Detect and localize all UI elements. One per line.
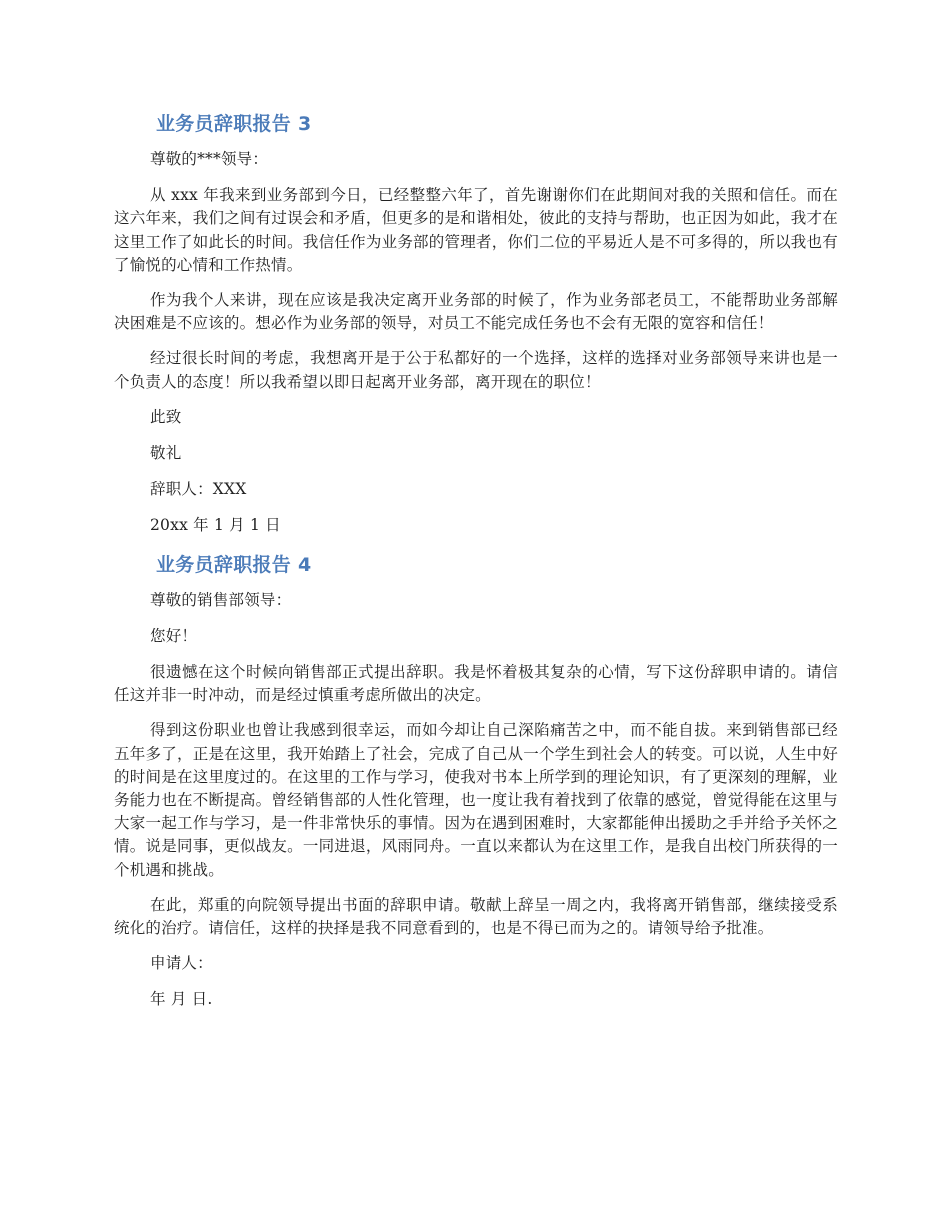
document-content [114, 110, 838, 1025]
body-paragraph: 经过很长时间的考虑，我想离开是于公于私都好的一个选择，这样的选择对业务部领导来讲也是一个负责人的态度！所以我希望以即日起离开业务部，离开现在的职位！ [114, 349, 838, 391]
body-paragraph: 得到这份职业也曾让我感到很幸运，而如今却让自己深陷痛苦之中，而不能自拔。来到销售部已经五年多了，正是在这里，我开始踏上了社会，完成了自己从一个学生到社会人的转变。可以说，人生中好的时间是在这里度过的。在这里的工作与学习，使我对书本上所学到的理论知识，有了更深刻的理解，业务能力也在不断提高。曾经销售部的人性化管理，也一度让我有着找到了依靠的感觉，曾觉得能在这里与大家一起工作与学习，是一件非常快乐的事情。因为在遇到困难时，大家都能伸出援助之手并给予关怀之情。说是同事，更似战友。一同进退，风雨同舟。一直以来都认为在这里工作，是我自出校门所获得的一个机遇和挑战。 [114, 721, 838, 879]
resignation-report-3 [114, 110, 838, 538]
section-title: 业务员辞职报告 3 [156, 113, 312, 135]
resignation-report-4 [114, 551, 838, 1012]
closing-line: 此致 [150, 407, 182, 426]
closing-line: 敬礼 [150, 444, 182, 463]
body-paragraph: 在此，郑重的向院领导提出书面的辞职申请。敬献上辞呈一周之内，我将离开销售部，继续接受系统化的治疗。请信任，这样的抉择是我不同意看到的，也是不得已而为之的。请领导给予批准。 [114, 895, 838, 938]
body-paragraph: 作为我个人来讲，现在应该是我决定离开业务部的时候了，作为业务部老员工，不能帮助业务部解决困难是不应该的。想必作为业务部的领导，对员工不能完成任务也不会有无限的宽容和信任！ [114, 291, 838, 333]
section-title: 业务员辞职报告 4 [156, 553, 312, 576]
greeting: 您好！ [150, 626, 198, 645]
body-paragraph: 很遗憾在这个时候向销售部正式提出辞职。我是怀着极其复杂的心情，写下这份辞职申请的。请信任这并非一时冲动，而是经过慎重考虑所做出的决定。 [114, 663, 838, 705]
date-line: 年 月 日. [150, 990, 213, 1009]
body-paragraph: 从 xxx 年我来到业务部到今日，已经整整六年了，首先谢谢你们在此期间对我的关照和信任。而在这六年来，我们之间有过误会和矛盾，但更多的是和谐相处，彼此的支持与帮助，也正因为如此，我才在这里工作了如此长的时间。我信任作为业务部的管理者，你们二位的平易近人是不可多得的，所以我也有了愉悦的心情和工作热情。 [114, 186, 838, 274]
signature-line: 辞职人：XXX [150, 480, 247, 499]
salutation: 尊敬的销售部领导： [150, 590, 292, 609]
salutation: 尊敬的***领导： [150, 150, 269, 168]
date-line: 20xx 年 1 月 1 日 [150, 516, 281, 535]
signature-line: 申请人： [150, 954, 213, 973]
